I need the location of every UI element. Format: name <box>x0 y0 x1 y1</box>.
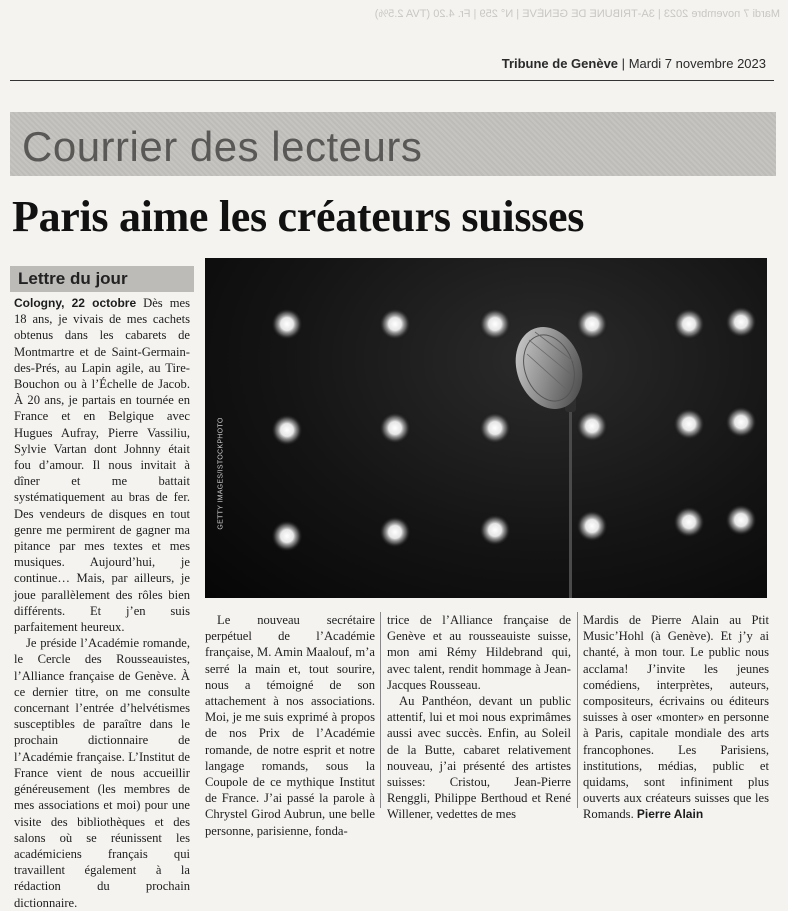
masthead <box>0 56 766 71</box>
paragraph <box>583 612 769 823</box>
stage-lights-svg <box>205 258 767 598</box>
section-rubric: Courrier des lecteurs <box>22 123 423 170</box>
column-divider <box>577 612 578 808</box>
column-4 <box>583 612 769 823</box>
article-photo <box>205 258 767 598</box>
column-3 <box>387 612 571 823</box>
paragraph <box>14 295 190 635</box>
column-1 <box>14 295 190 911</box>
paragraph: Je préside l’Académie romande, le Cercle des Rousseauistes, l’Alliance française de Genève. À ce dernier titre, on me consulte concernant l’entrée d’helvétismes susceptibles de paraître dans le prochain dictionnaire de l’Académie française. L’Institut de France vient de nous accueillir généreusement (les membres de mes associations et moi) pour une visite des bibliothèques et des salons où se réunissent les académiciens français qui travaillent également à la rédaction du prochain dictionnaire. <box>14 636 190 910</box>
publication-date: Mardi 7 novembre 2023 <box>628 56 766 71</box>
bleed-through-text: Mardi 7 novembre 2023 | 3A-TRIBUNE DE GENÈVE | N° 259 | Fr. 4.20 (TVA 2.5%) <box>374 8 780 20</box>
stage-lights <box>271 306 757 552</box>
photo-credit: GETTY IMAGES/ISTOCKPHOTO <box>217 417 225 530</box>
paragraph: Au Panthéon, devant un public attentif, lui et moi nous exprimâmes aussi avec succès. Enfin, au Soleil de la Butte, cabaret relativement nouveau, j’ai présenté des artistes suisses: Cristou, Jean-Pierre Renggli, Philippe Berthoud et René Willener, vedettes de mes <box>387 694 571 822</box>
column-2 <box>205 612 375 839</box>
letter-tag-label: Lettre du jour <box>18 269 128 288</box>
publication-name: Tribune de Genève <box>501 56 619 71</box>
column-divider <box>380 612 381 808</box>
paragraph-text: Dès mes 18 ans, je vivais de mes cachets obtenus dans les cabarets de Montmartre et de Saint-Germain-des-Prés, au Lapin agile, au Tire-Bouchon ou à l’Échelle de Jacob. À 20 ans, je partais en tournée en France et en Belgique avec Hugues Aufray, Pierre Vassiliu, Sylvie Vartan dont Johnny était fou d’amour. Il nous invitait à dîner et me battait systématiquement au bras de fer. Des vendeurs de disques en tout genre me permirent de gagner ma pitance par mes textes et mes musiques. Aujourd’hui, je continue… Mais, par ailleurs, je joue parallèlement des rôles bien différents. Et j’en suis parfaitement heureux. <box>14 296 190 635</box>
microphone-icon <box>505 318 594 598</box>
paragraph: trice de l’Alliance française de Genève et au rousseauiste suisse, mon ami Rémy Hildebrand qui, avec talent, rendit hommage à Jean-Jacques Rousseau. <box>387 613 571 692</box>
dateline: Cologny, 22 octobre <box>14 296 137 310</box>
signature: Pierre Alain <box>636 807 704 822</box>
letter-tag <box>10 266 194 292</box>
paragraph: Le nouveau secrétaire perpétuel de l’Académie française, M. Amin Maalouf, m’a serré la main et, tout sourire, nous a témoigné de son attachement à nos associations. Moi, je me suis exprimé à propos de nos Prix de l’Académie romande, de notre esprit et notre langage romands, sous la Coupole de ce mythique Institut de France. J’ai passé la parole à Chrystel Girod Aubrun, une belle personne, parisienne, fonda- <box>205 613 375 838</box>
paragraph-text: Mardis de Pierre Alain au Ptit Music’Hohl (à Genève). Et j’y ai chanté, à mon tour. Le public nous acclama! J’invite les jeunes comédiens, interprètes, auteurs, compositeurs, écrivains ou éditeurs suisses à oser «monter» en personne à Paris, capitale mondiale des arts francophones. Les Parisiens, institutions, médias, public et quidams, sont infiniment plus ouverts aux créateurs suisses que les Romands. <box>583 613 769 822</box>
header-rule <box>10 80 774 81</box>
headline: Paris aime les créateurs suisses <box>12 192 585 241</box>
masthead-separator: | <box>621 56 626 71</box>
